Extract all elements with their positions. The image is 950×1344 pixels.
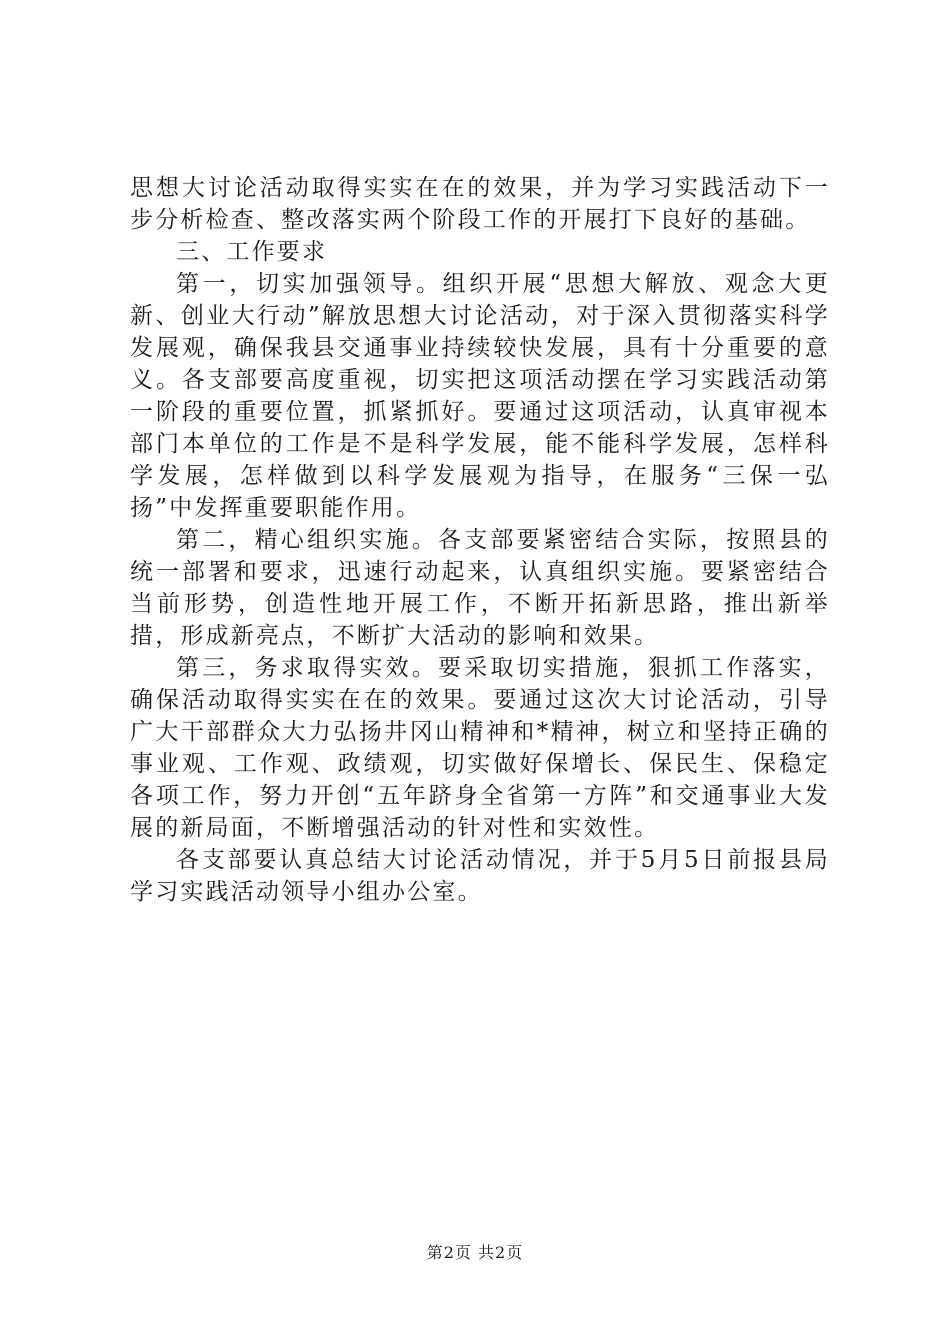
continuation-paragraph: 思想大讨论活动取得实实在在的效果，并为学习实践活动下一步分析检查、整改落实两个阶段工作的开展打下良好的基础。 [130, 175, 830, 233]
paragraph-third: 第三，务求取得实效。要采取切实措施，狠抓工作落实，确保活动取得实实在在的效果。要通过这次大讨论活动，引导广大干部群众大力弘扬井冈山精神和*精神，树立和坚持正确的事业观、工作观、政绩观，切实做好保增长、保民生、保稳定各项工作，努力开创“五年跻身全省第一方阵”和交通事业大发展的新局面，不断增强活动的针对性和实效性。 [130, 655, 830, 841]
paragraph-first: 第一，切实加强领导。组织开展“思想大解放、观念大更新、创业大行动”解放思想大讨论活动，对于深入贯彻落实科学发展观，确保我县交通事业持续较快发展，具有十分重要的意义。各支部要高度重视，切实把这项活动摆在学习实践活动第一阶段的重要位置，抓紧抓好。要通过这项活动，认真审视本部门本单位的工作是不是科学发展，能不能科学发展，怎样科学发展，怎样做到以科学发展观为指导，在服务“三保一弘扬”中发挥重要职能作用。 [130, 271, 830, 521]
paragraph-second: 第二，精心组织实施。各支部要紧密结合实际，按照县的统一部署和要求，迅速行动起来，认真组织实施。要紧密结合当前形势，创造性地开展工作，不断开拓新思路，推出新举措，形成新亮点，不断扩大活动的影响和效果。 [130, 527, 830, 649]
section-heading: 三、工作要求 [176, 239, 328, 265]
document-body [130, 172, 830, 908]
paragraph-closing: 各支部要认真总结大讨论活动情况，并于5月5日前报县局学习实践活动领导小组办公室。 [130, 847, 830, 905]
page-number-footer: 第2页 共2页 [426, 1243, 524, 1262]
